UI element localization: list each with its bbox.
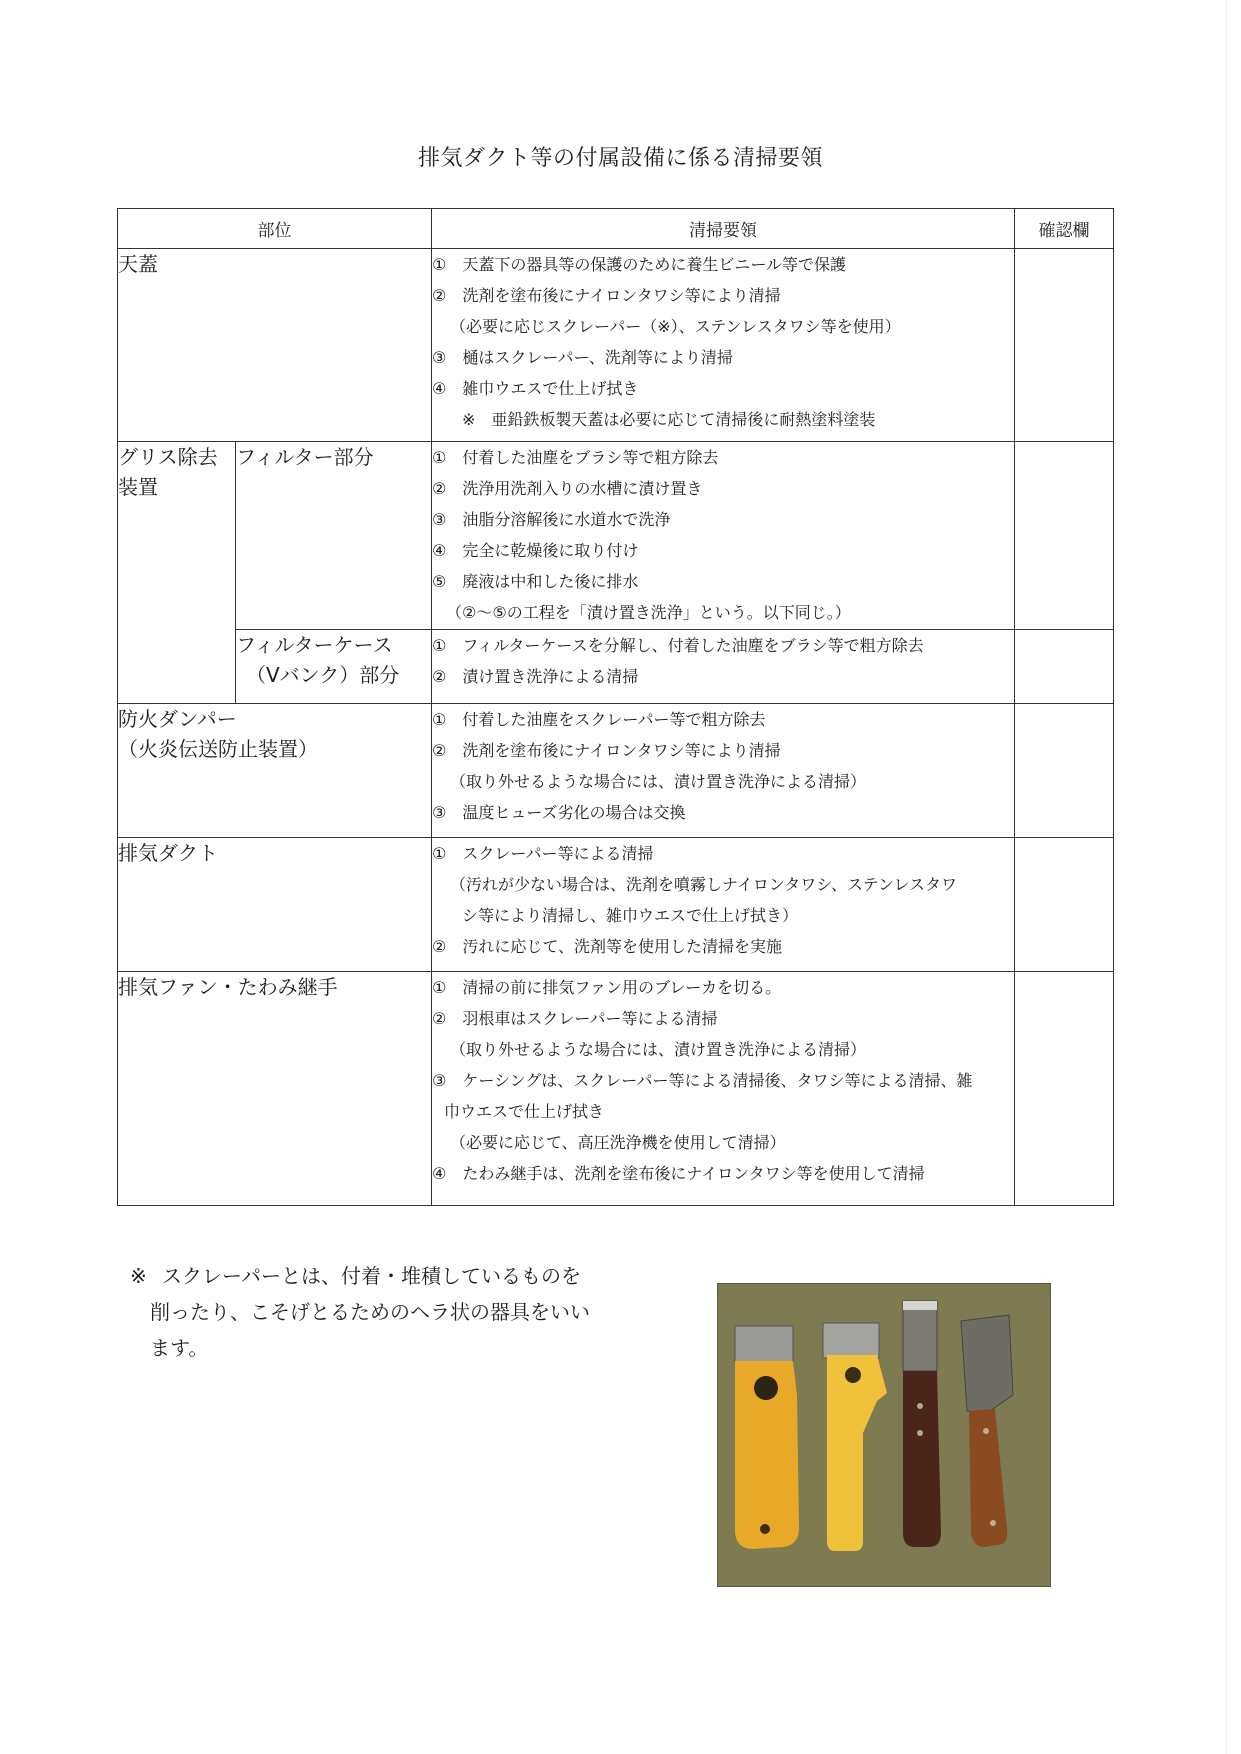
step-note: （必要に応じて、高圧洗浄機を使用して清掃） xyxy=(450,1133,786,1152)
procedure-cell xyxy=(432,972,1015,1206)
check-cell xyxy=(1015,630,1114,704)
step-note: （取り外せるような場合には、漬け置き洗浄による清掃） xyxy=(450,1040,867,1059)
procedure-cell xyxy=(432,442,1015,630)
step: ③ 樋はスクレーパー、洗剤等により清掃 xyxy=(432,348,733,367)
check-cell xyxy=(1015,249,1114,442)
table-row xyxy=(118,630,1114,704)
part-label: 防火ダンパー xyxy=(118,707,237,731)
subpart-label: フィルター部分 xyxy=(236,445,374,469)
step-note: （取り外せるような場合には、漬け置き洗浄による清掃） xyxy=(450,772,867,791)
step: ① スクレーパー等による清掃 xyxy=(432,844,654,863)
part-label: 天蓋 xyxy=(118,252,158,276)
step-note: （②～⑤の工程を「漬け置き洗浄」という。以下同じ。） xyxy=(446,603,851,622)
step: ④ たわみ継手は、洗剤を塗布後にナイロンタワシ等を使用して清掃 xyxy=(432,1164,925,1183)
step-note: （必要に応じスクレーパー（※）、ステンレスタワシ等を使用） xyxy=(450,317,901,336)
part-cell xyxy=(118,249,432,442)
step: ② 漬け置き洗浄による清掃 xyxy=(432,667,639,686)
step: ② 汚れに応じて、洗剤等を使用した清掃を実施 xyxy=(432,937,783,956)
part-cell xyxy=(118,972,432,1206)
check-cell xyxy=(1015,442,1114,630)
footnote-text: ます。 xyxy=(150,1336,209,1360)
subpart-label: フィルターケース xyxy=(236,633,393,657)
check-cell xyxy=(1015,838,1114,972)
part-label: グリス除去 xyxy=(118,445,218,469)
subpart-label: （Vバンク）部分 xyxy=(246,663,400,687)
step: ③ ケーシングは、スクレーパー等による清掃後、タワシ等による清掃、雑 xyxy=(432,1071,973,1090)
step: ④ 完全に乾燥後に取り付け xyxy=(432,541,639,560)
scraper-footnote xyxy=(130,1258,600,1366)
step: ③ 油脂分溶解後に水道水で洗浄 xyxy=(432,510,671,529)
procedure-cell xyxy=(432,838,1015,972)
step-continuation: 巾ウエスで仕上げ拭き xyxy=(444,1102,605,1121)
note-mark: ※ xyxy=(130,1264,147,1288)
procedure-cell xyxy=(432,249,1015,442)
scan-edge-line xyxy=(1226,0,1227,1754)
step-note: ※ 亜鉛鉄板製天蓋は必要に応じて清掃後に耐熱塗料塗装 xyxy=(462,410,876,429)
check-cell xyxy=(1015,704,1114,838)
step: ① 清掃の前に排気ファン用のブレーカを切る。 xyxy=(432,978,782,997)
step: ③ 温度ヒューズ劣化の場合は交換 xyxy=(432,803,686,822)
subpart-cell xyxy=(236,630,432,704)
table-row xyxy=(118,442,1114,630)
scraper-tools-photo xyxy=(717,1283,1051,1587)
step: ① フィルターケースを分解し、付着した油塵をブラシ等で粗方除去 xyxy=(432,636,924,655)
step: ① 付着した油塵をブラシ等で粗方除去 xyxy=(432,448,719,467)
part-label: 排気ダクト xyxy=(118,841,218,865)
scraper-icon xyxy=(735,1326,799,1549)
header-procedure: 清掃要領 xyxy=(432,209,1015,249)
subpart-cell xyxy=(236,442,432,630)
step: ④ 雑巾ウエスで仕上げ拭き xyxy=(432,379,639,398)
footnote-text: 削ったり、こそげとるためのヘラ状の器具をいい xyxy=(150,1300,590,1324)
part-label: 装置 xyxy=(118,475,158,499)
page-title: 排気ダクト等の付属設備に係る清掃要領 xyxy=(417,146,823,171)
footnote-text: スクレーパーとは、付着・堆積しているものを xyxy=(162,1264,581,1288)
part-cell xyxy=(118,704,432,838)
step: ⑤ 廃液は中和した後に排水 xyxy=(432,572,639,591)
table-row xyxy=(118,838,1114,972)
step: ① 付着した油塵をスクレーパー等で粗方除去 xyxy=(432,710,766,729)
procedure-cell xyxy=(432,630,1015,704)
step-note: シ等により清掃し、雑巾ウエスで仕上げ拭き） xyxy=(462,906,799,925)
part-cell xyxy=(118,838,432,972)
scraper-icon xyxy=(903,1301,941,1547)
cleaning-procedure-table xyxy=(117,208,1114,1206)
step: ② 羽根車はスクレーパー等による清掃 xyxy=(432,1009,718,1028)
table-row xyxy=(118,249,1114,442)
part-label: 排気ファン・たわみ継手 xyxy=(118,975,338,999)
step: ① 天蓋下の器具等の保護のために養生ビニール等で保護 xyxy=(432,255,847,274)
step: ② 洗剤を塗布後にナイロンタワシ等により清掃 xyxy=(432,741,781,760)
header-check: 確認欄 xyxy=(1015,209,1114,249)
table-row xyxy=(118,972,1114,1206)
step: ② 洗浄用洗剤入りの水槽に漬け置き xyxy=(432,479,703,498)
table-header-row xyxy=(118,209,1114,249)
procedure-cell xyxy=(432,704,1015,838)
check-cell xyxy=(1015,972,1114,1206)
step: ② 洗剤を塗布後にナイロンタワシ等により清掃 xyxy=(432,286,781,305)
part-cell xyxy=(118,442,236,704)
header-part: 部位 xyxy=(118,209,432,249)
step-note: （汚れが少ない場合は、洗剤を噴霧しナイロンタワシ、ステンレスタワ xyxy=(450,875,957,894)
part-label: （火炎伝送防止装置） xyxy=(118,737,318,761)
table-row xyxy=(118,704,1114,838)
